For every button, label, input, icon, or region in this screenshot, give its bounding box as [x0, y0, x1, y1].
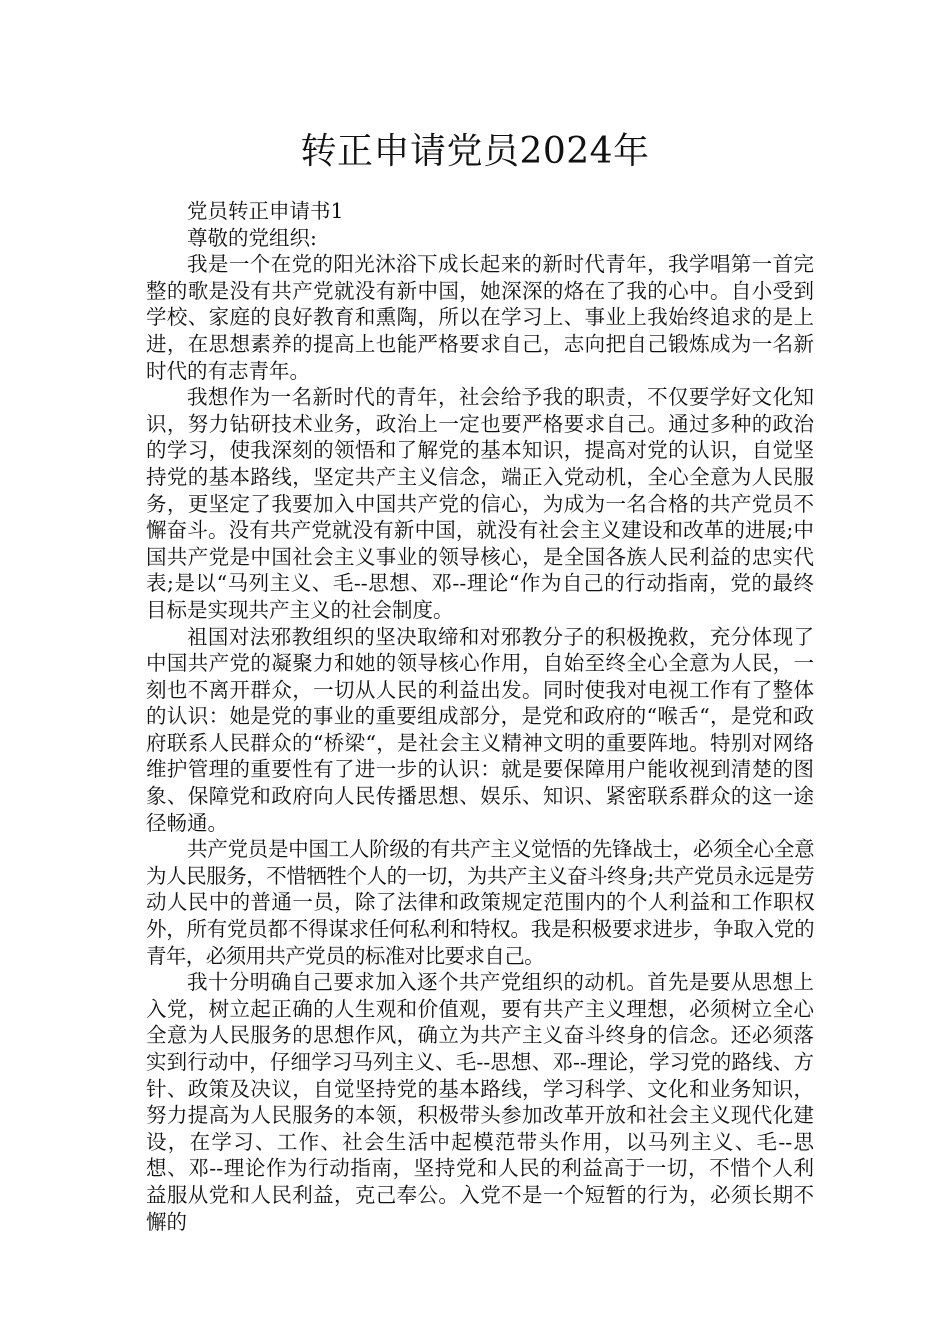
paragraph: 祖国对法邪教组织的坚决取缔和对邪教分子的积极挽救，充分体现了中国共产党的凝聚力和她的领导核心作用，自始至终全心全意为人民，一刻也不离开群众，一切从人民的利益出发。同时使我对电视工作有了整体的认识：她是党的事业的重要组成部分，是党和政府的“喉舌“，是党和政府联系人民群众的“桥梁“，是社会主义精神文明的重要阵地。特别对网络维护管理的重要性有了进一步的认识：就是要保障用户能收视到清楚的图象、保障党和政府向人民传播思想、娱乐、知识、紧密联系群众的这一途径畅通。 [146, 624, 814, 835]
greeting: 尊敬的党组织: [187, 225, 317, 250]
paragraph: 共产党员是中国工人阶级的有共产主义觉悟的先锋战士，必须全心全意为人民服务，不惜牺牲个人的一切，为共产主义奋斗终身;共产党员永远是劳动人民中的普通一员，除了法律和政策规定范围内的个人利益和工作职权外，所有党员都不得谋求任何私利和特权。我是积极要求进步，争取入党的青年，必须用共产党员的标准对比要求自己。 [146, 837, 814, 968]
paragraph: 我十分明确自己要求加入逐个共产党组织的动机。首先是要从思想上入党，树立起正确的人生观和价值观，要有共产主义理想，必须树立全心全意为人民服务的思想作风，确立为共产主义奋斗终身的信念。还必须落实到行动中，仔细学习马列主义、毛--思想、邓--理论，学习党的路线、方针、政策及决议，自觉坚持党的基本路线，学习科学、文化和业务知识，努力提高为人民服务的本领，积极带头参加改革开放和社会主义现代化建设，在学习、工作、社会生活中起模范带头作用，以马列主义、毛--思想、邓--理论作为行动指南，坚持党和人民的利益高于一切，不惜个人利益服从党和人民利益，克己奉公。入党不是一个短暂的行为，必须长期不懈的 [146, 970, 814, 1234]
paragraph: 我是一个在党的阳光沐浴下成长起来的新时代青年，我学唱第一首完整的歌是没有共产党就没有新中国，她深深的烙在了我的心中。自小受到学校、家庭的良好教育和熏陶，所以在学习上、事业上我始终追求的是上进，在思想素养的提高上也能严格要求自己，志向把自己锻炼成为一名新时代的有志青年。 [146, 252, 814, 383]
paragraph: 我想作为一名新时代的青年，社会给予我的职责，不仅要学好文化知识，努力钻研技术业务，政治上一定也要严格要求自己。通过多种的政治的学习，使我深刻的领悟和了解党的基本知识，提高对党的认识，自觉坚持党的基本路线，坚定共产主义信念，端正入党动机，全心全意为人民服务，更坚定了我要加入中国共产党的信心，为成为一名合格的共产党员不懈奋斗。没有共产党就没有新中国，就没有社会主义建设和改革的进展;中国共产党是中国社会主义事业的领导核心，是全国各族人民利益的忠实代表;是以“马列主义、毛--思想、邓--理论“作为自己的行动指南，党的最终目标是实现共产主义的社会制度。 [146, 385, 814, 622]
document-body [146, 198, 814, 1235]
document-subtitle: 党员转正申请书1 [187, 199, 344, 223]
page-title: 转正申请党员2024年 [300, 131, 650, 172]
